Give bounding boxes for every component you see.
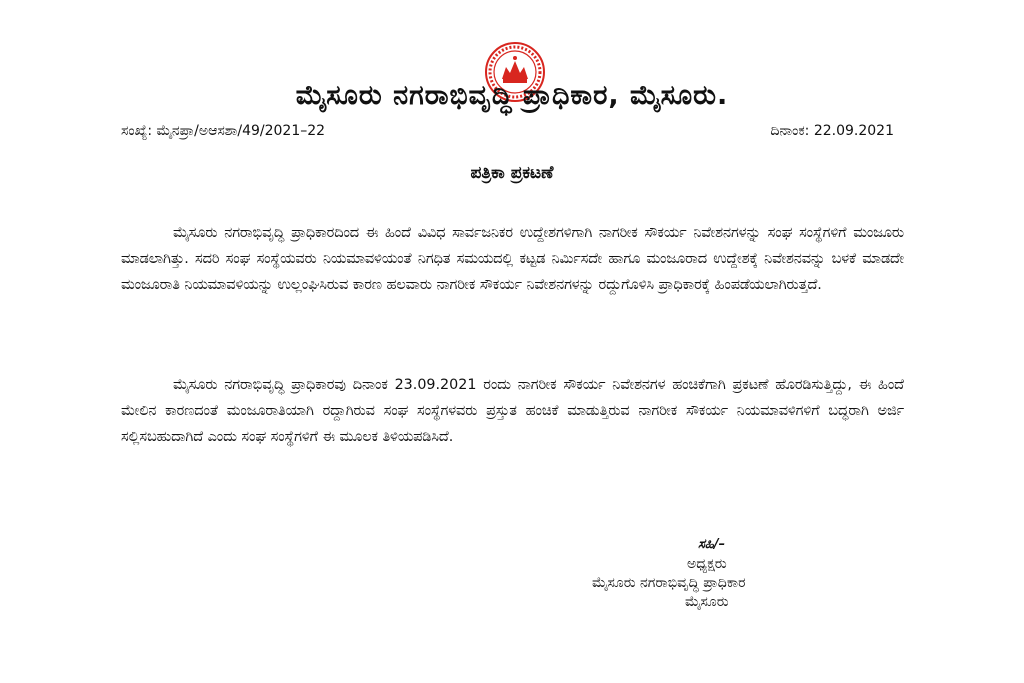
authority-title: ಮೈಸೂರು ನಗರಾಭಿವೃದ್ಧಿ ಪ್ರಾಧಿಕಾರ, ಮೈಸೂರು. [295, 80, 729, 111]
letter-date: ದಿನಾಂಕ: 22.09.2021 [770, 123, 894, 139]
signatory-designation: ಅಧ್ಯಕ್ಷರು [687, 556, 727, 572]
signed-mark: ಸಹಿ/– [698, 537, 726, 552]
body-paragraph-1: ಮೈಸೂರು ನಗರಾಭಿವೃದ್ಧಿ ಪ್ರಾಧಿಕಾರದಿಂದ ಈ ಹಿಂದೆ ವಿವಿಧ ಸಾರ್ವಜನಿಕರ ಉದ್ದೇಶಗಳಿಗಾಗಿ ನಾಗರೀಕ ಸೌಕರ್ಯ ನಿವೇಶನಗಳನ್ನು ಸಂಘ ಸಂಸ್ಥೆಗಳಿಗೆ ಮಂಜೂರು ಮಾಡಲಾಗಿತ್ತು. ಸದರಿ ಸಂಘ ಸಂಸ್ಥೆಯವರು ನಿಯಮಾವಳಿಯಂತೆ ನಿಗಧಿತ ಸಮಯದಲ್ಲಿ ಕಟ್ಟಡ ನಿರ್ಮಿಸದೇ ಹಾಗೂ ಮಂಜೂರಾದ ಉದ್ದೇಶಕ್ಕೆ ನಿವೇಶನವನ್ನು ಬಳಕೆ ಮಾಡದೇ ಮಂಜೂರಾತಿ ನಿಯಮಾವಳಿಯನ್ನು ಉಲ್ಲಂಘಿಸಿರುವ ಕಾರಣ ಹಲವಾರು ನಾಗರೀಕ ಸೌಕರ್ಯ ನಿವೇಶನಗಳನ್ನು ರದ್ದುಗೊಳಿಸಿ ಪ್ರಾಧಿಕಾರಕ್ಕೆ ಹಿಂಪಡೆಯಲಾಗಿರುತ್ತದೆ. [121, 225, 904, 293]
body-paragraph-2: ಮೈಸೂರು ನಗರಾಭಿವೃದ್ಧಿ ಪ್ರಾಧಿಕಾರವು ದಿನಾಂಕ 23.09.2021 ರಂದು ನಾಗರೀಕ ಸೌಕರ್ಯ ನಿವೇಶನಗಳ ಹಂಚಿಕೆಗಾಗಿ ಪ್ರಕಟಣೆ ಹೊರಡಿಸುತ್ತಿದ್ದು, ಈ ಹಿಂದೆ ಮೇಲಿನ ಕಾರಣದಂತೆ ಮಂಜೂರಾತಿಯಾಗಿ ರದ್ದಾಗಿರುವ ಸಂಘ ಸಂಸ್ಥೆಗಳವರು ಪ್ರಸ್ತುತ ಹಂಚಿಕೆ ಮಾಡುತ್ತಿರುವ ನಾಗರೀಕ ಸೌಕರ್ಯ ನಿಯಮಾವಳಿಗಳಿಗೆ ಬದ್ಧರಾಗಿ ಅರ್ಜಿ ಸಲ್ಲಿಸಬಹುದಾಗಿದೆ ಎಂದು ಸಂಘ ಸಂಸ್ಥೆಗಳಿಗೆ ಈ ಮೂಲಕ ತಿಳಿಯಪಡಿಸಿದೆ. [121, 377, 904, 445]
press-release-heading: ಪತ್ರಿಕಾ ಪ್ರಕಟಣೆ [470, 163, 554, 183]
signatory-place: ಮೈಸೂರು [685, 594, 729, 610]
signatory-organization: ಮೈಸೂರು ನಗರಾಭಿವೃದ್ಧಿ ಪ್ರಾಧಿಕಾರ [592, 575, 746, 591]
reference-number: ಸಂಖ್ಯೆ: ಮೈನಪ್ರಾ/ಅಆಸಶಾ/49/2021–22 [121, 123, 326, 139]
